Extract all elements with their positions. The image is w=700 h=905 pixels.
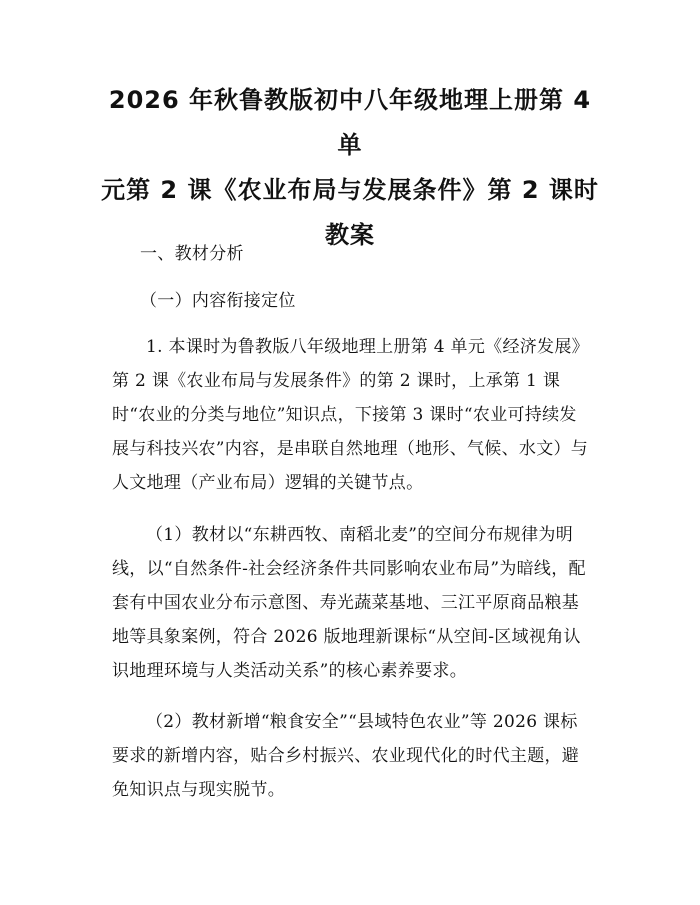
title-line-3: 教案 xyxy=(325,221,375,249)
title-line-1: 2026 年秋鲁教版初中八年级地理上册第 4 单 xyxy=(108,86,592,159)
document-title xyxy=(95,78,605,258)
paragraph-3: （2）教材新增“粮食安全”“县域特色农业”等 2026 课标要求的新增内容，贴合乡村振兴、农业现代化的时代主题，避免知识点与现实脱节。 xyxy=(112,712,580,800)
subsection-heading: （一）内容衔接定位 xyxy=(140,291,296,311)
paragraph-1: 1. 本课时为鲁教版八年级地理上册第 4 单元《经济发展》第 2 课《农业布局与发展条件》的第 2 课时，上承第 1 课时“农业的分类与地位”知识点，下接第 3 课时“农业可持续发展与科技兴农”内容，是串联自然地理（地形、气候、水文）与人文地理（产业布局）逻辑的关键节点。 xyxy=(112,337,589,493)
paragraph-2: （1）教材以“东耕西牧、南稻北麦”的空间分布规律为明线，以“自然条件-社会经济条件共同影响农业布局”为暗线，配套有中国农业分布示意图、寿光蔬菜基地、三江平原商品粮基地等具象案例，符合 2026 版地理新课标“从空间-区域视角认识地理环境与人类活动关系”的核心素养要求。 xyxy=(112,525,586,681)
title-line-2: 元第 2 课《农业布局与发展条件》第 2 课时 xyxy=(101,176,599,204)
section-heading: 一、教材分析 xyxy=(140,244,244,264)
